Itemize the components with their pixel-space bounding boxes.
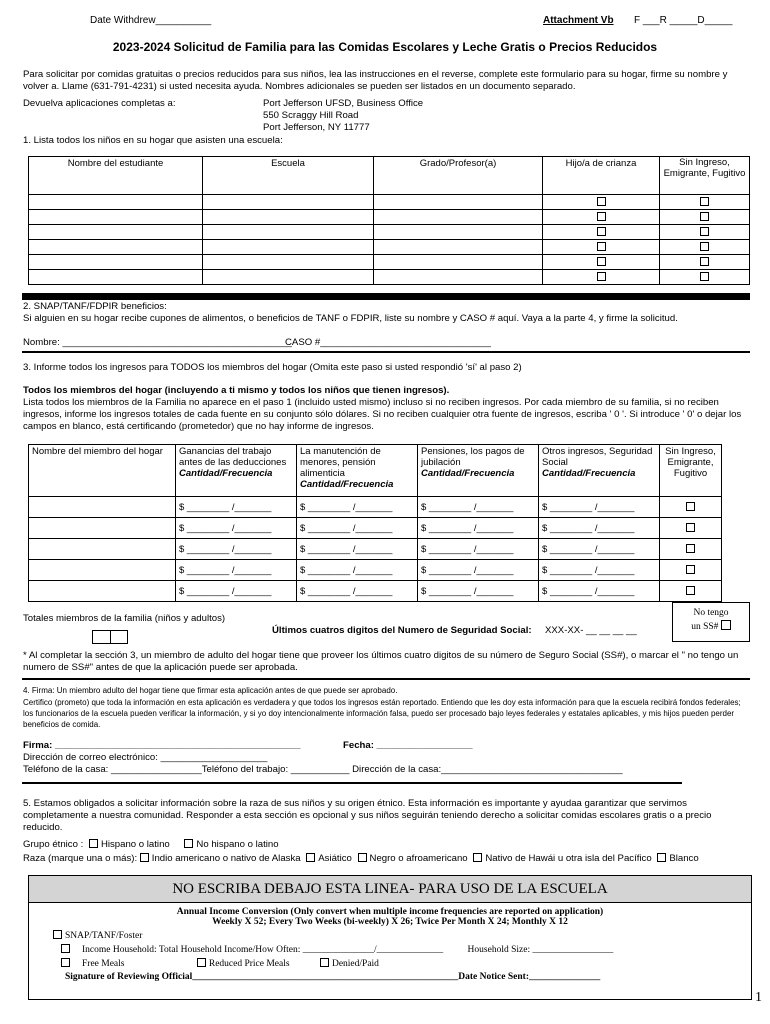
no-income-checkbox[interactable]	[700, 197, 709, 206]
support-cell[interactable]: $ ________ /_______	[297, 497, 418, 518]
table-row	[29, 210, 750, 225]
table-row	[29, 270, 750, 285]
section3-heading: Todos los miembros del hogar (incluyendo a ti mismo y todos los niños que tienen ingresos).	[23, 385, 450, 396]
signature-row: Signature of Reviewing Official________________________________________________________Date Notice Sent:_______________	[65, 972, 601, 982]
case-number-field[interactable]: CASO #________________________________	[285, 337, 491, 348]
school-cell[interactable]	[203, 225, 374, 240]
divider	[22, 678, 750, 680]
support-cell[interactable]: $ ________ /_______	[297, 581, 418, 602]
earnings-cell[interactable]: $ ________ /_______	[176, 539, 297, 560]
divider	[22, 351, 750, 353]
no-income-checkbox[interactable]	[700, 212, 709, 221]
section5-text: 5. Estamos obligados a solicitar información sobre la raza de sus niños y su origen étnico. Esta información es importante y ayudaa garantizar que servimos completamente a nuestra comunidad. Responder a esta sección es opcional y sus niños seguirán teniendo derecho a solicitar comidas escolares gratis o a precio reducido.	[23, 798, 712, 833]
col-header: Nombre del miembro del hogar	[29, 445, 176, 497]
section2-label: 2. SNAP/TANF/FDPIR beneficios:	[23, 301, 167, 312]
income-table	[28, 444, 722, 602]
other-income-cell[interactable]: $ ________ /_______	[539, 518, 660, 539]
intro-text: Para solicitar por comidas gratuitas o precios reducidos para sus niños, lea las instrucciones en el reverse, complete este formulario para su hogar, firme su nombre y volver a. Llame (631-791-4231) si usted necesita ayuda. Nombres adicionales se pueden ser listados en un documento separado.	[23, 69, 728, 92]
pension-cell[interactable]: $ ________ /_______	[418, 518, 539, 539]
reduced-checkbox[interactable]	[197, 958, 206, 967]
ssn-label: Últimos cuatros digitos del Numero de Seguridad Social:	[272, 625, 532, 636]
col-header: Sin Ingreso, Emigrante, Fugitivo	[660, 445, 722, 497]
foster-checkbox[interactable]	[597, 272, 606, 281]
col-header: Ganancias del trabajo antes de las deducciones Cantidad/Frecuencia	[176, 445, 297, 497]
student-name-cell[interactable]	[29, 225, 203, 240]
member-name-cell[interactable]	[29, 539, 176, 560]
no-income-checkbox[interactable]	[686, 523, 695, 532]
no-income-checkbox[interactable]	[700, 242, 709, 251]
other-income-cell[interactable]: $ ________ /_______	[539, 581, 660, 602]
student-name-cell[interactable]	[29, 255, 203, 270]
date-withdrew: Date Withdrew__________	[90, 15, 212, 26]
no-income-checkbox[interactable]	[686, 544, 695, 553]
section4-text: Certifico (prometo) que toda la información en esta aplicación es verdadera y que todos los ingresos están reportado. Entiendo que les doy esta información para que la escuela recibirá fondos federales; los funcionarios de la escuela pueden verificar la información, y si yo doy intencionalmente información falsa, puedo ser procesado bajo leyes federales y estatales aplicables, y mis hijos pueden perder beneficios de comida.	[23, 698, 741, 729]
earnings-cell[interactable]: $ ________ /_______	[176, 560, 297, 581]
foster-checkbox[interactable]	[597, 227, 606, 236]
foster-checkbox[interactable]	[597, 212, 606, 221]
address-line: Port Jefferson, NY 11777	[263, 122, 370, 133]
member-name-cell[interactable]	[29, 581, 176, 602]
col-header: Escuela	[203, 157, 374, 195]
race-checkbox-black[interactable]	[358, 853, 367, 862]
member-name-cell[interactable]	[29, 518, 176, 539]
other-income-cell[interactable]: $ ________ /_______	[539, 497, 660, 518]
grade-cell[interactable]	[374, 240, 543, 255]
grade-cell[interactable]	[374, 270, 543, 285]
denied-checkbox[interactable]	[320, 958, 329, 967]
table-row	[29, 225, 750, 240]
no-income-checkbox[interactable]	[700, 272, 709, 281]
support-cell[interactable]: $ ________ /_______	[297, 560, 418, 581]
totals-input[interactable]	[92, 630, 128, 644]
school-cell[interactable]	[203, 195, 374, 210]
non-hispanic-checkbox[interactable]	[184, 839, 193, 848]
student-name-cell[interactable]	[29, 195, 203, 210]
attachment-label: Attachment Vb	[543, 15, 614, 26]
totals-label: Totales miembros de la familia (niños y adultos)	[23, 613, 226, 624]
col-header: Otros ingresos, Seguridad Social Cantidad/Frecuencia	[539, 445, 660, 497]
table-row	[29, 581, 722, 602]
school-use-box	[28, 875, 752, 1000]
no-income-checkbox[interactable]	[700, 257, 709, 266]
meal-status-row: Free Meals Reduced Price Meals Denied/Paid	[61, 958, 379, 969]
no-income-checkbox[interactable]	[686, 565, 695, 574]
office-codes: F ___R _____D_____	[634, 15, 733, 26]
table-row	[29, 240, 750, 255]
hispanic-checkbox[interactable]	[89, 839, 98, 848]
no-income-checkbox[interactable]	[686, 502, 695, 511]
col-header: Grado/Profesor(a)	[374, 157, 543, 195]
table-row	[29, 195, 750, 210]
support-cell[interactable]: $ ________ /_______	[297, 518, 418, 539]
no-ssn-checkbox[interactable]	[721, 620, 731, 630]
school-cell[interactable]	[203, 255, 374, 270]
divider	[22, 782, 682, 784]
pension-cell[interactable]: $ ________ /_______	[418, 539, 539, 560]
page-title: 2023-2024 Solicitud de Familia para las Comidas Escolares y Leche Gratis o Precios Reducidos	[112, 40, 658, 54]
earnings-cell[interactable]: $ ________ /_______	[176, 497, 297, 518]
col-header: Pensiones, los pagos de jubilación Cantidad/Frecuencia	[418, 445, 539, 497]
student-name-cell[interactable]	[29, 270, 203, 285]
school-use-title: NO ESCRIBA DEBAJO ESTA LINEA- PARA USO DE LA ESCUELA	[29, 876, 751, 903]
address-line: 550 Scraggy Hill Road	[263, 110, 359, 121]
email-field[interactable]: Dirección de correo electrónico: ____________________	[23, 752, 268, 763]
col-header: La manutención de menores, pensión alimenticia Cantidad/Frecuencia	[297, 445, 418, 497]
student-name-cell[interactable]	[29, 210, 203, 225]
foster-checkbox[interactable]	[597, 242, 606, 251]
children-table	[28, 156, 750, 285]
return-address	[263, 98, 423, 134]
phone-address-fields[interactable]: Teléfono de la casa: _________________Teléfono del trabajo: ___________ Dirección de la casa:__________________________________	[23, 764, 623, 775]
snap-checkbox[interactable]	[53, 930, 62, 939]
snap-name-field[interactable]: Nombre: ___________________________________________	[23, 337, 292, 348]
race-group: Raza (marque una o más): Indio americano o nativo de Alaska Asiático Negro o afroamericano Nativo de Hawái u otra isla del Pacífico Blanco	[23, 853, 699, 864]
no-income-checkbox[interactable]	[700, 227, 709, 236]
grade-cell[interactable]	[374, 255, 543, 270]
table-header-row	[29, 445, 722, 497]
foster-checkbox[interactable]	[597, 257, 606, 266]
no-income-checkbox[interactable]	[686, 586, 695, 595]
grade-cell[interactable]	[374, 210, 543, 225]
section3-label: 3. Informe todos los ingresos para TODOS los miembros del hogar (Omita este paso si usted respondió 'sí' al paso 2)	[23, 362, 522, 373]
ssn-field[interactable]: XXX-XX- __ __ __ __	[545, 625, 637, 636]
race-checkbox-white[interactable]	[657, 853, 666, 862]
income-conversion-title: Annual Income Conversion (Only convert when multiple income frequencies are reported on application)	[176, 907, 604, 917]
section4-label: 4. Firma: Un miembro adulto del hogar tiene que firmar esta aplicación antes de que puede ser aprobado.	[23, 686, 398, 695]
pension-cell[interactable]: $ ________ /_______	[418, 581, 539, 602]
student-name-cell[interactable]	[29, 240, 203, 255]
member-name-cell[interactable]	[29, 560, 176, 581]
school-cell[interactable]	[203, 270, 374, 285]
income-checkbox[interactable]	[61, 944, 70, 953]
section2-text: Si alguien en su hogar recibe cupones de alimentos, o beneficios de TANF o FDPIR, liste su nombre y CASO # aquí. Vaya a la parte 4, y firme la solicitud.	[23, 313, 678, 324]
section3-text: Lista todos los miembros de la Familia no aparece en el paso 1 (incluido usted mismo) incluso si no reciben ingresos. Por cada miembro de su familia, si no reciben ingresos, informe los ingresos totales de cada fuente en su conjunto sólo dólares. Si no reciben cualquier otra fuente de ingresos, escriba ' 0 '. Si introduce ' 0' o dejar los campos en blanco, está certificando (prometedor) que no hay informe de ingresos.	[23, 397, 742, 432]
table-row	[29, 497, 722, 518]
race-checkbox-asian[interactable]	[306, 853, 315, 862]
page-number: 1	[755, 990, 762, 1005]
foster-checkbox[interactable]	[597, 197, 606, 206]
grade-cell[interactable]	[374, 195, 543, 210]
income-conversion-line: Weekly X 52; Every Two Weeks (bi-weekly) X 26; Twice Per Month X 24; Monthly X 12	[212, 917, 568, 927]
ethnic-group: Grupo étnico : Hispano o latino No hispano o latino	[23, 839, 279, 850]
return-label: Devuelva aplicaciones completas a:	[23, 98, 176, 109]
member-name-cell[interactable]	[29, 497, 176, 518]
col-header: Hijo/a de crianza	[543, 157, 660, 195]
col-header: Nombre del estudiante	[29, 157, 203, 195]
earnings-cell[interactable]: $ ________ /_______	[176, 581, 297, 602]
address-line: Port Jefferson UFSD, Business Office	[263, 98, 424, 109]
snap-row: SNAP/TANF/Foster	[53, 930, 142, 941]
table-header-row	[29, 157, 750, 195]
pension-cell[interactable]: $ ________ /_______	[418, 497, 539, 518]
support-cell[interactable]: $ ________ /_______	[297, 539, 418, 560]
signature-field[interactable]: Firma: ______________________________________________	[23, 740, 301, 751]
section-divider	[22, 293, 750, 300]
earnings-cell[interactable]: $ ________ /_______	[176, 518, 297, 539]
race-checkbox-native[interactable]	[140, 853, 149, 862]
no-ssn-box: No tengo un SS#	[672, 602, 750, 642]
race-checkbox-pacific[interactable]	[473, 853, 482, 862]
ssn-note: * Al completar la sección 3, un miembro de adulto del hogar tiene que proveer los últimos cuatro digitos de su número de Seguro Social (SS#), o marcar el " no tengo un numero de SS#" antes de que la aplicación puede ser aprobada.	[23, 650, 739, 673]
free-meals-checkbox[interactable]	[61, 958, 70, 967]
date-field[interactable]: Fecha: __________________	[343, 740, 473, 751]
col-header: Sin Ingreso, Emigrante, Fugitivo	[660, 157, 750, 195]
table-row	[29, 560, 722, 581]
section1-label: 1. Lista todos los niños en su hogar que asisten una escuela:	[23, 135, 283, 146]
table-row	[29, 539, 722, 560]
grade-cell[interactable]	[374, 225, 543, 240]
school-cell[interactable]	[203, 240, 374, 255]
other-income-cell[interactable]: $ ________ /_______	[539, 539, 660, 560]
pension-cell[interactable]: $ ________ /_______	[418, 560, 539, 581]
table-row	[29, 518, 722, 539]
other-income-cell[interactable]: $ ________ /_______	[539, 560, 660, 581]
school-cell[interactable]	[203, 210, 374, 225]
table-row	[29, 255, 750, 270]
income-row: Income Household: Total Household Income/How Often: _______________/______________ Household Size: _________________	[61, 944, 613, 955]
